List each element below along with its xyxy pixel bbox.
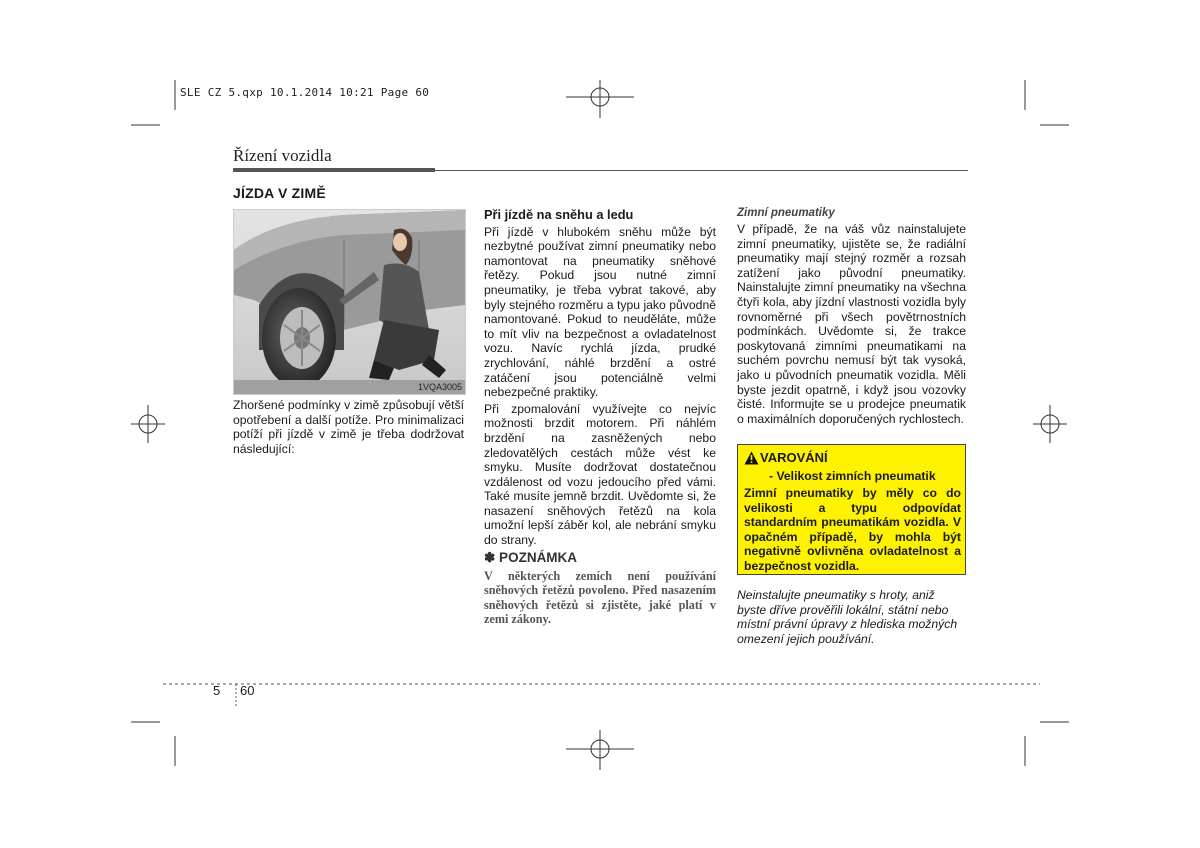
column-2 (484, 208, 716, 548)
studded-tires-note: Neinstalujte pneumatiky s hroty, aniž byste dříve prověřili lokální, státní nebo místní právní úpravy z hlediska možných omezení jejich používání. (737, 588, 958, 646)
page-number: 60 (240, 683, 255, 698)
warning-subtitle: - Velikost zimních pneumatik (769, 469, 936, 483)
chapter-number: 5 (213, 683, 221, 698)
snow-paragraph-2: Při zpomalování využívejte co nejvíc možnosti brzdit motorem. Při náhlém brzdění na zasněžených nebo zledovatělých cestách může vést ke smyku. Musíte dodržovat dostatečnou vzdálenost od vozu jedoucího před vámi. Také musíte jemně brzdit. Uvědomte si, že nasazení sněhových řetězů na kola umožní lepší záběr kol, ale nebrání smyku do strany. (484, 401, 716, 548)
column-1 (233, 398, 464, 456)
note-text: V některých zemích není používání sněhových řetězů povoleno. Před nasazením sněhových řetězů si zjistěte, jaké platí v zemi zákony. (484, 569, 716, 627)
illustration-drawing (234, 210, 465, 394)
title-rule-thin (435, 170, 968, 171)
warning-icon (744, 451, 759, 465)
print-header: SLE CZ 5.qxp 10.1.2014 10:21 Page 60 (180, 86, 430, 99)
intro-paragraph: Zhoršené podmínky v zimě způsobují větší opotřebení a další potíže. Pro minimalizaci potíží při jízdě v zimě je třeba dodržovat následující: (233, 398, 464, 456)
note-heading: ✽ POZNÁMKA (484, 550, 578, 565)
snow-paragraph-1: Při jízdě v hlubokém sněhu může být nezbytné používat zimní pneumatiky nebo namontovat na pneumatiky sněhové řetězy. Pokud jsou nutné zimní pneumatiky, je třeba vybrat takové, aby byly stejného rozměru a typu jako původně namontované. Pokud to neuděláte, může to mít vliv na bezpečnost a ovladatelnost vozu. Navíc rychlá jízda, prudké zrychlování, náhlé brzdění a ostré zatáčení jsou potenciálně velmi nebezpečné praktiky. (484, 224, 716, 400)
winter-tire-illustration (233, 209, 466, 395)
column-3 (737, 222, 966, 426)
title-rule-thick (233, 168, 435, 172)
warning-text: Zimní pneumatiky by měly co do velikosti a typu odpovídat standardním pneumatikám vozidla. V opačném případě, by mohla být negativně ovlivněna ovladatelnost a bezpečnost vozidla. (744, 486, 961, 573)
warning-box (737, 444, 966, 575)
section-title: Řízení vozidla (233, 146, 332, 165)
winter-tires-heading: Zimní pneumatiky (737, 207, 835, 219)
page-heading: JÍZDA V ZIMĚ (233, 185, 326, 201)
figure-code: 1VQA3005 (417, 382, 462, 392)
snow-ice-heading: Při jízdě na sněhu a ledu (484, 207, 634, 222)
winter-tires-paragraph: V případě, že na váš vůz nainstalujete zimní pneumatiky, ujistěte se, že radiální pneumatiky mají stejný rozměr a rozsah zatížení jako původní pneumatiky. Nainstalujte zimní pneumatiky na všechna čtyři kola, aby jízdní vlastnosti vozidla byly rovnoměrné při všech povětrnostních podmínkách. Uvědomte si, že trakce poskytovaná zimními pneumatikami na suchém povrchu nemusí být tak vysoká, jako u původních pneumatik vozidla. Měli byste jezdit opatrně, i když jsou vozovky čisté. Informujte se u prodejce pneumatik o maximálních doporučených rychlostech. (737, 222, 966, 426)
warning-title: VAROVÁNÍ (760, 450, 828, 465)
